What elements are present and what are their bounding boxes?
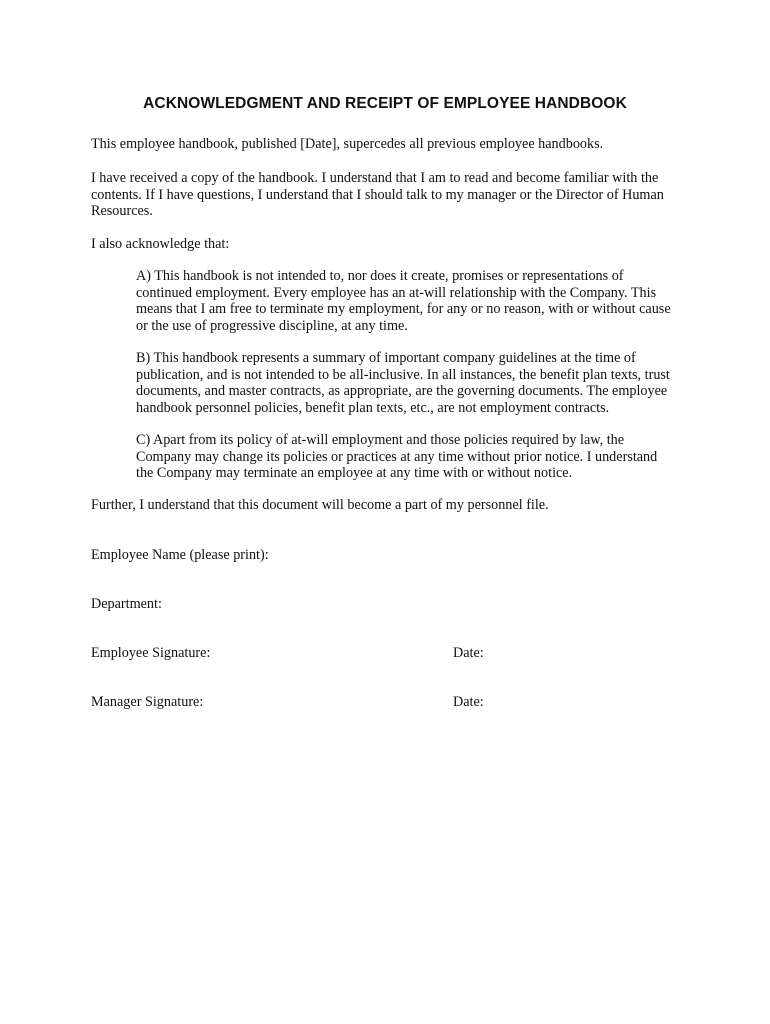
employee-signature-label: Employee Signature: bbox=[91, 645, 211, 661]
employee-date-label: Date: bbox=[453, 645, 484, 661]
department-label: Department: bbox=[91, 596, 162, 612]
acknowledge-lead: I also acknowledge that: bbox=[91, 236, 230, 252]
acknowledgment-item-c: C) Apart from its policy of at-will employment and those policies required by law, the Company may change its policies or practices at any time without prior notice. I understand the Company may terminate an employee at any time with or without notice. bbox=[136, 432, 658, 482]
acknowledgment-item-a: A) This handbook is not intended to, nor does it create, promises or representations of continued employment. Every employee has an at-will relationship with the Company. This means that I am free to terminate my employment, for any or no reason, with or without cause or the use of progressive discipline, at any time. bbox=[136, 268, 671, 334]
further-paragraph: Further, I understand that this document will become a part of my personnel file. bbox=[91, 497, 549, 513]
document-title: ACKNOWLEDGMENT AND RECEIPT OF EMPLOYEE HANDBOOK bbox=[143, 95, 627, 112]
acknowledgment-item-b: B) This handbook represents a summary of important company guidelines at the time of publication, and is not intended to be all-inclusive. In all instances, the benefit plan texts, trust documents, and master contracts, as appropriate, are the governing documents. The employee handbook personnel policies, benefit plan texts, etc., are not employment contracts. bbox=[136, 350, 670, 416]
manager-signature-label: Manager Signature: bbox=[91, 694, 204, 710]
employee-name-label: Employee Name (please print): bbox=[91, 547, 269, 563]
receipt-paragraph: I have received a copy of the handbook. I understand that I am to read and become familiar with the contents. If I have questions, I understand that I should talk to my manager or the Director of Human Resources. bbox=[91, 170, 664, 220]
intro-paragraph: This employee handbook, published [Date], supercedes all previous employee handbooks. bbox=[91, 136, 604, 152]
manager-date-label: Date: bbox=[453, 694, 484, 710]
